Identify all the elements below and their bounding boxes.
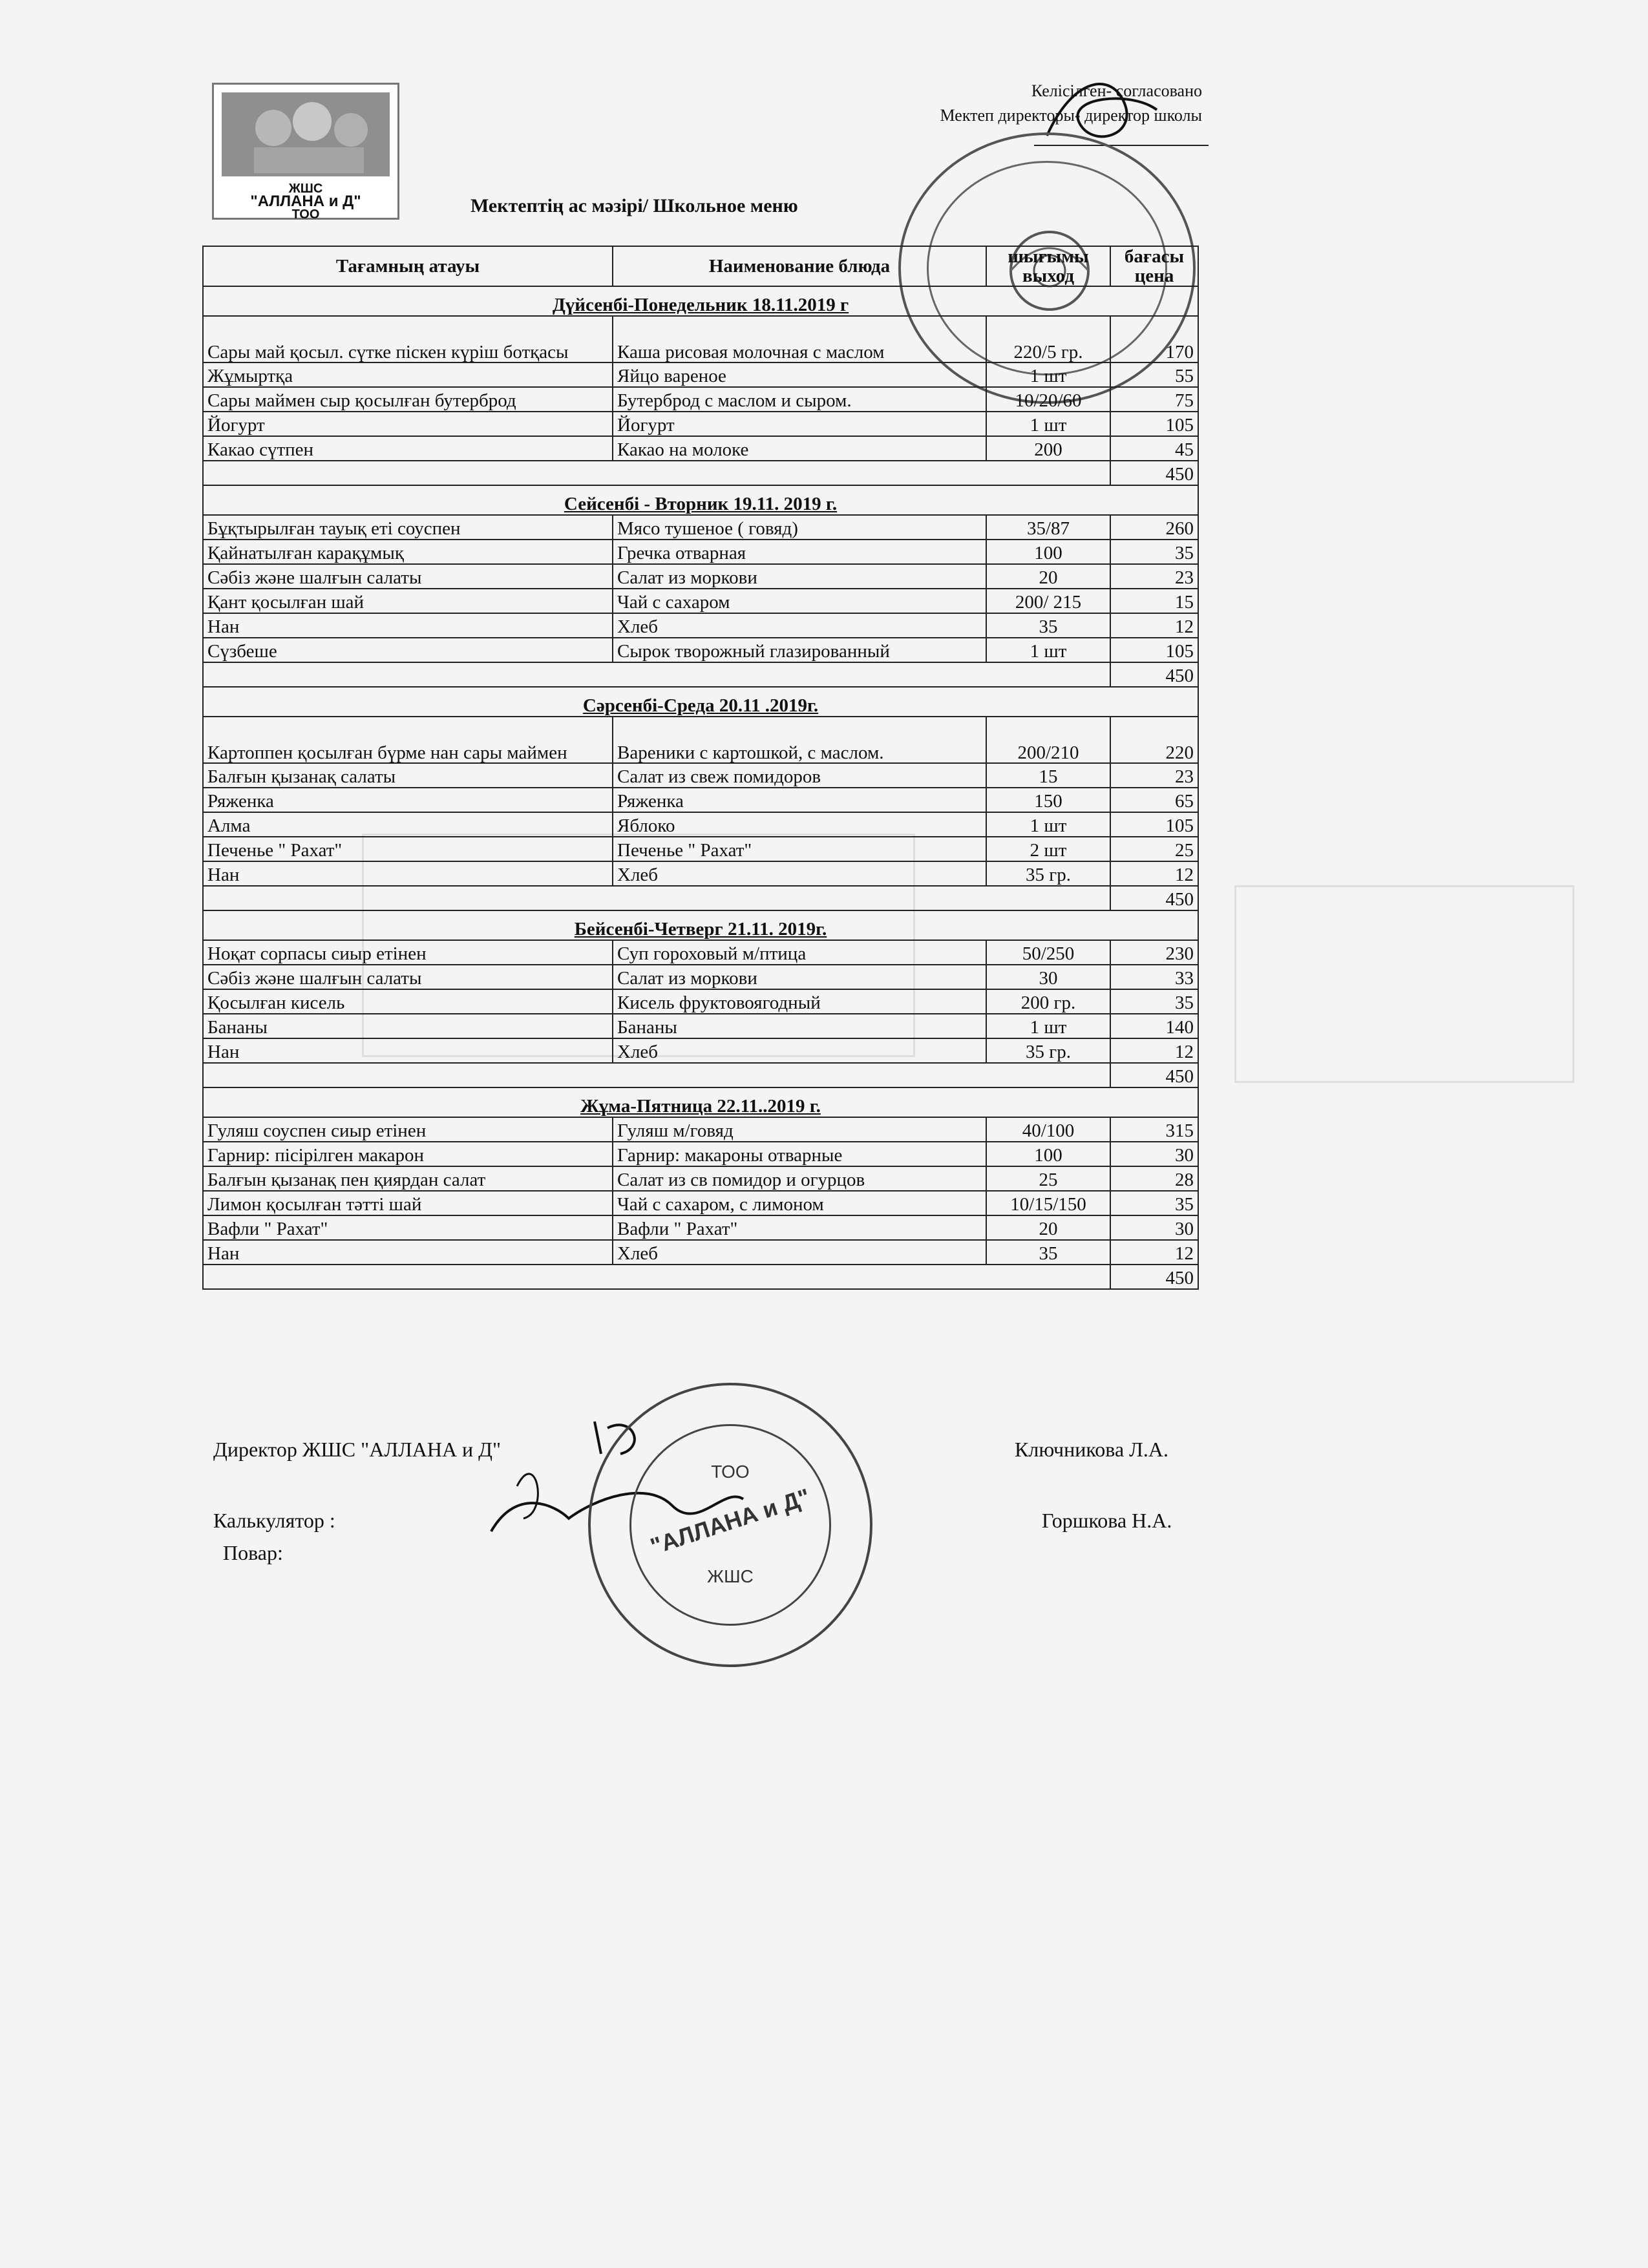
dish-price: 23 [1110,763,1198,788]
table-row [203,316,1198,362]
dish-price: 75 [1110,387,1198,412]
approval-line-1: Келісілген- согласовано [1031,81,1202,100]
dish-name-kz: Сары маймен сыр қосылған бутерброд [203,387,613,412]
dish-name-kz: Бананы [203,1014,613,1038]
dish-yield: 200 [986,436,1110,461]
dish-price: 15 [1110,589,1198,613]
total-row [203,1265,1198,1289]
dish-name-kz: Гарнир: пісірілген макарон [203,1142,613,1166]
day-title: Сәрсенбі-Среда 20.11 .2019г. [203,687,1198,717]
table-row [203,763,1198,788]
table-row [203,613,1198,638]
calculator-label: Калькулятор : [213,1509,335,1532]
table-row [203,362,1198,387]
dish-name-ru: Хлеб [613,1038,986,1063]
dish-yield: 35/87 [986,515,1110,540]
dish-name-ru: Бутерброд с маслом и сыром. [613,387,986,412]
header-price-ru: цена [1134,266,1174,286]
page-title: Мектептің ас мәзірі/ Школьное меню [470,195,798,216]
table-row [203,436,1198,461]
dish-name-kz: Қайнатылған карақұмық [203,540,613,564]
dish-name-kz: Сары май қосыл. сүтке піскен күріш ботқасы [203,316,613,362]
dish-name-ru: Какао на молоке [613,436,986,461]
dish-yield: 40/100 [986,1117,1110,1142]
dish-yield: 200/ 215 [986,589,1110,613]
dish-yield: 100 [986,1142,1110,1166]
company-stamp-top: ТОО [711,1462,750,1482]
dish-yield: 150 [986,788,1110,812]
dish-name-ru: Кисель фруктовоягодный [613,989,986,1014]
table-row [203,540,1198,564]
dish-name-ru: Хлеб [613,1240,986,1265]
dish-price: 30 [1110,1215,1198,1240]
dish-price: 25 [1110,837,1198,861]
table-row [203,940,1198,965]
dish-name-kz: Сәбіз және шалғын салаты [203,564,613,589]
dish-name-kz: Ноқат сорпасы сиыр етінен [203,940,613,965]
approval-line-2: Мектеп директоры- директор школы [940,106,1202,125]
header-price [1110,246,1198,286]
dish-yield: 200/210 [986,717,1110,763]
day-total: 450 [1110,461,1198,485]
total-row [203,461,1198,485]
dish-name-kz: Гуляш соуспен сиыр етінен [203,1117,613,1142]
dish-name-kz: Қосылған кисель [203,989,613,1014]
dish-price: 105 [1110,638,1198,662]
dish-name-kz: Қант қосылған шай [203,589,613,613]
header-name-kz: Тағамның атауы [203,246,613,286]
dish-yield: 35 гр. [986,1038,1110,1063]
dish-yield: 2 шт [986,837,1110,861]
dish-name-ru: Мясо тушеное ( говяд) [613,515,986,540]
dish-name-ru: Чай с сахаром, с лимоном [613,1191,986,1215]
table-row [203,589,1198,613]
cook-label: Повар: [223,1541,283,1564]
day-header-row [203,910,1198,940]
day-title: Жұма-Пятница 22.11..2019 г. [203,1087,1198,1117]
dish-yield: 20 [986,564,1110,589]
dish-yield: 10/15/150 [986,1191,1110,1215]
dish-price: 230 [1110,940,1198,965]
dish-yield: 1 шт [986,812,1110,837]
dish-name-ru: Хлеб [613,613,986,638]
logo-line-1: ЖШС [288,182,323,196]
dish-name-ru: Вареники с картошкой, с маслом. [613,717,986,763]
day-header-row [203,485,1198,515]
company-logo [212,83,399,220]
total-spacer [203,662,1110,687]
dish-price: 220 [1110,717,1198,763]
day-total: 450 [1110,662,1198,687]
table-row [203,1117,1198,1142]
total-spacer [203,886,1110,910]
table-row [203,1166,1198,1191]
dish-price: 140 [1110,1014,1198,1038]
dish-name-kz: Лимон қосылған тәтті шай [203,1191,613,1215]
dish-name-ru: Салат из св помидор и огурцов [613,1166,986,1191]
dish-name-ru: Ряженка [613,788,986,812]
dish-name-ru: Салат из свеж помидоров [613,763,986,788]
dish-yield: 50/250 [986,940,1110,965]
total-row [203,1063,1198,1087]
day-title: Дүйсенбі-Понедельник 18.11.2019 г [203,286,1198,316]
table-row [203,965,1198,989]
company-stamp [588,1383,872,1667]
dish-name-ru: Хлеб [613,861,986,886]
header-price-kz: бағасы [1124,246,1185,267]
dish-name-ru: Гарнир: макароны отварные [613,1142,986,1166]
company-stamp-bottom: ЖШС [707,1566,754,1586]
dish-name-kz: Вафли " Рахат" [203,1215,613,1240]
table-row [203,412,1198,436]
dish-name-kz: Сүзбеше [203,638,613,662]
dish-yield: 100 [986,540,1110,564]
dish-yield: 15 [986,763,1110,788]
dish-name-kz: Нан [203,1038,613,1063]
dish-name-ru: Яблоко [613,812,986,837]
dish-name-kz: Бұқтырылған тауық еті соуспен [203,515,613,540]
table-row [203,717,1198,763]
logo-picture [222,92,390,176]
day-header-row [203,687,1198,717]
dish-name-ru: Каша рисовая молочная с маслом [613,316,986,362]
dish-name-kz: Нан [203,861,613,886]
dish-name-ru: Салат из моркови [613,965,986,989]
day-total: 450 [1110,1265,1198,1289]
table-row [203,812,1198,837]
dish-price: 105 [1110,412,1198,436]
dish-yield: 35 [986,613,1110,638]
dish-yield: 10/20/60 [986,387,1110,412]
dish-price: 12 [1110,613,1198,638]
total-spacer [203,1265,1110,1289]
table-row [203,1215,1198,1240]
dish-yield: 35 гр. [986,861,1110,886]
menu-table [202,246,1199,1290]
dish-price: 45 [1110,436,1198,461]
dish-price: 315 [1110,1117,1198,1142]
table-row [203,1240,1198,1265]
dish-name-kz: Жұмыртқа [203,362,613,387]
table-row [203,837,1198,861]
total-spacer [203,1063,1110,1087]
table-row [203,1038,1198,1063]
header-yield [986,246,1110,286]
dish-name-ru: Бананы [613,1014,986,1038]
table-header-row [203,246,1198,286]
table-row [203,515,1198,540]
dish-price: 12 [1110,1240,1198,1265]
ghost-box-1 [1234,885,1574,1083]
total-row [203,886,1198,910]
dish-name-ru: Суп гороховый м/птица [613,940,986,965]
dish-name-kz: Нан [203,1240,613,1265]
table-row [203,861,1198,886]
dish-name-ru: Сырок творожный глазированный [613,638,986,662]
dish-price: 33 [1110,965,1198,989]
table-row [203,1142,1198,1166]
dish-name-kz: Какао сүтпен [203,436,613,461]
table-row [203,387,1198,412]
total-row [203,662,1198,687]
dish-name-ru: Йогурт [613,412,986,436]
dish-yield: 1 шт [986,638,1110,662]
dish-name-ru: Салат из моркови [613,564,986,589]
dish-name-ru: Яйцо вареное [613,362,986,387]
dish-name-kz: Балғын қызанақ пен қиярдан салат [203,1166,613,1191]
dish-yield: 30 [986,965,1110,989]
dish-price: 30 [1110,1142,1198,1166]
header-yield-ru: выход [1022,266,1075,286]
table-row [203,1014,1198,1038]
dish-price: 28 [1110,1166,1198,1191]
table-row [203,638,1198,662]
director-name: Ключникова Л.А. [1015,1438,1168,1461]
day-total: 450 [1110,886,1198,910]
table-row [203,989,1198,1014]
table-row [203,1191,1198,1215]
dish-price: 35 [1110,1191,1198,1215]
dish-name-ru: Чай с сахаром [613,589,986,613]
dish-price: 12 [1110,1038,1198,1063]
dish-name-kz: Балғын қызанақ салаты [203,763,613,788]
header-name-ru: Наименование блюда [613,246,986,286]
day-title: Бейсенбі-Четверг 21.11. 2019г. [203,910,1198,940]
dish-yield: 1 шт [986,1014,1110,1038]
total-spacer [203,461,1110,485]
dish-price: 12 [1110,861,1198,886]
calculator-name: Горшкова Н.А. [1042,1509,1172,1532]
dish-yield: 35 [986,1240,1110,1265]
dish-price: 35 [1110,989,1198,1014]
day-header-row [203,286,1198,316]
dish-price: 23 [1110,564,1198,589]
dish-price: 65 [1110,788,1198,812]
dish-name-ru: Гречка отварная [613,540,986,564]
dish-price: 35 [1110,540,1198,564]
day-header-row [203,1087,1198,1117]
header-yield-kz: шығымы [1008,246,1089,267]
dish-yield: 200 гр. [986,989,1110,1014]
dish-yield: 1 шт [986,362,1110,387]
dish-name-kz: Печенье " Рахат" [203,837,613,861]
dish-name-ru: Гуляш м/говяд [613,1117,986,1142]
dish-yield: 25 [986,1166,1110,1191]
dish-name-kz: Йогурт [203,412,613,436]
dish-name-ru: Печенье " Рахат" [613,837,986,861]
dish-name-kz: Ряженка [203,788,613,812]
dish-price: 260 [1110,515,1198,540]
logo-line-3: ТОО [291,207,320,222]
dish-name-kz: Нан [203,613,613,638]
day-total: 450 [1110,1063,1198,1087]
table-row [203,564,1198,589]
dish-yield: 20 [986,1215,1110,1240]
dish-price: 105 [1110,812,1198,837]
dish-yield: 1 шт [986,412,1110,436]
dish-price: 170 [1110,316,1198,362]
dish-name-kz: Картоппен қосылған бүрме нан сары маймен [203,717,613,763]
dish-price: 55 [1110,362,1198,387]
dish-name-kz: Сәбіз және шалғын салаты [203,965,613,989]
director-label: Директор ЖШС "АЛЛАНА и Д" [213,1438,502,1461]
table-row [203,788,1198,812]
company-stamp-center: "АЛЛАНА и Д" [647,1483,814,1560]
dish-name-kz: Алма [203,812,613,837]
dish-name-ru: Вафли " Рахат" [613,1215,986,1240]
dish-yield: 220/5 гр. [986,316,1110,362]
logo-line-2: "АЛЛАНА и Д" [250,193,361,210]
day-title: Сейсенбі - Вторник 19.11. 2019 г. [203,485,1198,515]
